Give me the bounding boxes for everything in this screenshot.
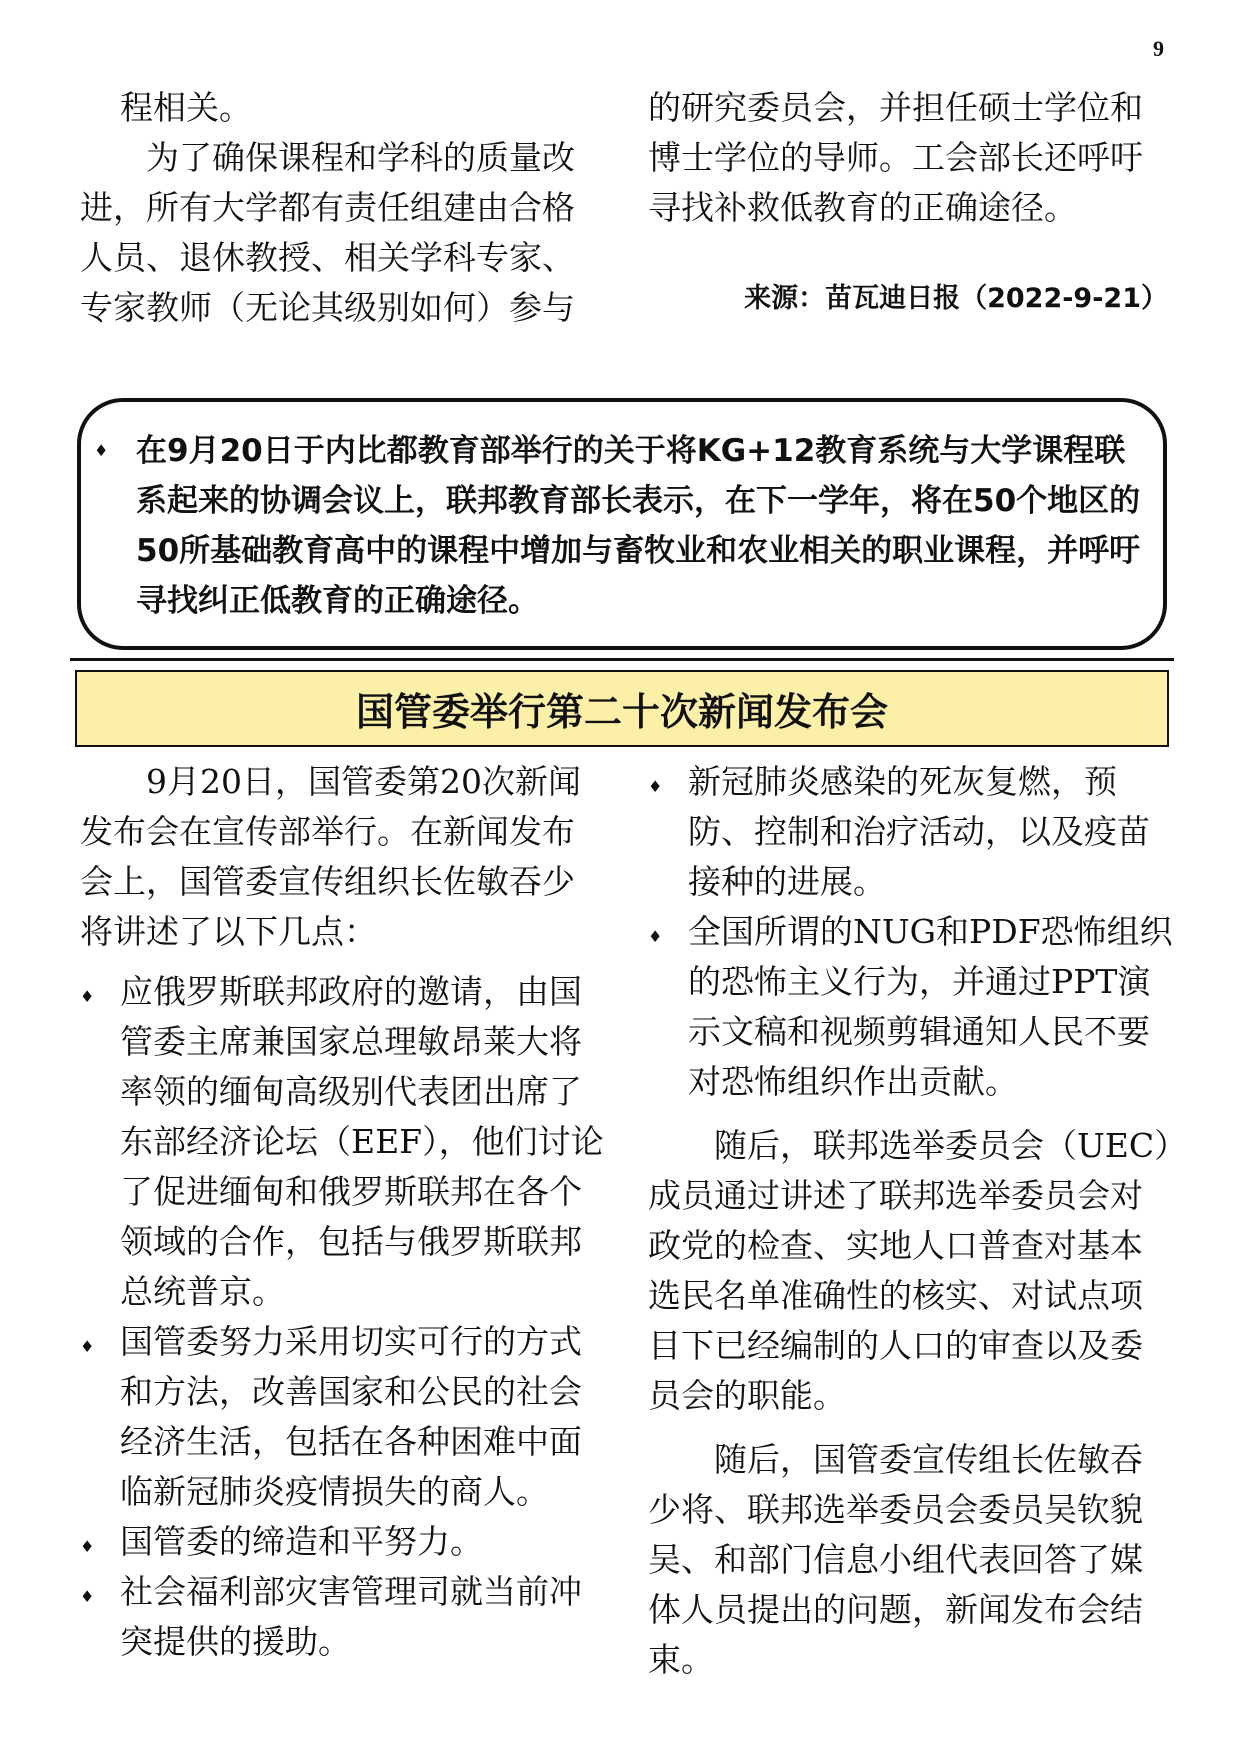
list-item-text: 全国所谓的NUG和PDF恐怖组织的恐怖主义行为，并通过PPT演示文稿和视频剪辑通知人民不要对恐怖组织作出贡献。 <box>688 912 1173 1101</box>
bullet-icon: ♦ <box>648 927 663 946</box>
headline-banner <box>75 670 1169 747</box>
bullet-list <box>80 967 606 1667</box>
bullet-icon: ♦ <box>648 777 663 796</box>
top-right-column <box>648 83 1174 233</box>
paragraph: 的研究委员会，并担任硕士学位和博士学位的导师。工会部长还呼吁寻找补救低教育的正确途径。 <box>648 88 1143 227</box>
list-item-text: 新冠肺炎感染的死灰复燃，预防、控制和治疗活动，以及疫苗接种的进展。 <box>688 762 1150 901</box>
callout-content <box>94 426 1146 626</box>
source-credit: 来源：苗瓦迪日报（2022-9-21） <box>744 283 1168 314</box>
list-item <box>80 1517 606 1567</box>
article-headline: 国管委举行第二十次新闻发布会 <box>355 690 888 734</box>
bullet-icon: ♦ <box>94 441 109 460</box>
list-item <box>648 907 1174 1107</box>
bullet-icon: ♦ <box>80 1587 95 1606</box>
list-item <box>648 757 1174 907</box>
bullet-icon: ♦ <box>80 1537 95 1556</box>
article-intro: 9月20日，国管委第20次新闻发布会在宣传部举行。在新闻发布会上，国管委宣传组织长佐敏吞少将讲述了以下几点： <box>80 762 581 951</box>
list-item <box>80 1317 606 1517</box>
continuation-text: 程相关。 <box>120 88 252 127</box>
bullet-list <box>648 757 1174 1107</box>
list-item <box>80 967 606 1317</box>
bullet-icon: ♦ <box>80 987 95 1006</box>
list-item-text: 国管委的缔造和平努力。 <box>120 1522 483 1561</box>
list-item-text: 国管委努力采用切实可行的方式和方法，改善国家和公民的社会经济生活，包括在各种困难中面临新冠肺炎疫情损失的商人。 <box>120 1322 582 1511</box>
page-number: 9 <box>1153 36 1164 61</box>
list-item-text: 应俄罗斯联邦政府的邀请，由国管委主席兼国家总理敏昂莱大将率领的缅甸高级别代表团出席了东部经济论坛（EEF），他们讨论了促进缅甸和俄罗斯联邦在各个领域的合作，包括与俄罗斯联邦总统普京。 <box>120 972 604 1311</box>
callout-divider <box>70 658 1174 661</box>
list-item-text: 社会福利部灾害管理司就当前冲突提供的援助。 <box>120 1572 582 1661</box>
paragraph: 为了确保课程和学科的质量改进，所有大学都有责任组建由合格人员、退休教授、相关学科专家、专家教师（无论其级别如何）参与 <box>80 138 575 327</box>
bullet-icon: ♦ <box>80 1337 95 1356</box>
article-left-column <box>80 757 606 1667</box>
article-paragraph: 随后，国管委宣传组长佐敏吞少将、联邦选举委员会委员吴钦貌吴、和部门信息小组代表回答了媒体人员提出的问题，新闻发布会结束。 <box>648 1440 1143 1679</box>
callout-text: 在9月20日于内比都教育部举行的关于将KG+12教育系统与大学课程联系起来的协调会议上，联邦教育部长表示，在下一学年，将在50个地区的50所基础教育高中的课程中增加与畜牧业和农业相关的职业课程，并呼吁寻找纠正低教育的正确途径。 <box>136 433 1141 619</box>
list-item <box>80 1567 606 1667</box>
article-right-column <box>648 757 1174 1685</box>
top-left-column <box>80 83 606 333</box>
callout-box <box>77 398 1167 650</box>
article-paragraph: 随后，联邦选举委员会（UEC）成员通过讲述了联邦选举委员会对政党的检查、实地人口普查对基本选民名单准确性的核实、对试点项目下已经编制的人口的审查以及委员会的职能。 <box>648 1126 1171 1415</box>
